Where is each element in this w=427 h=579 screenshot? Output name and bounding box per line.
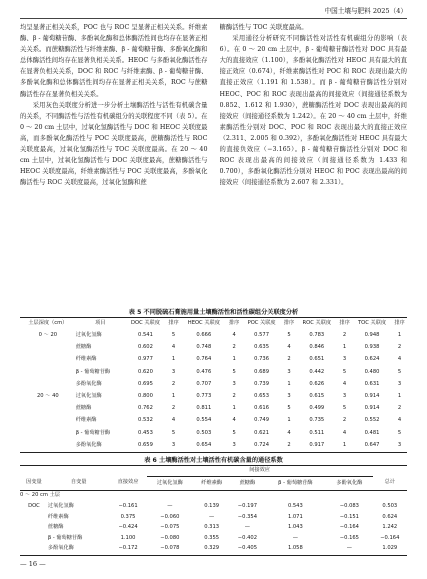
table-row [20,502,407,513]
table-cell: 0.635 [254,344,270,351]
table-cell: 0.480 [364,368,380,375]
table-cell: 0.653 [254,393,270,400]
table-cell: 3 [171,368,176,375]
table-cell: 5 [171,429,176,436]
table-cell: 1 [337,440,352,453]
table-cell: 0 ～ 20 [38,332,58,339]
table-cell: β - 葡萄糖苷酶 [75,429,111,436]
table-cell: 0.616 [254,405,270,412]
column-header: 排序 [282,318,297,331]
table-cell: 4 [232,332,236,339]
table-cell: −0.083 [339,502,359,509]
table-cell: 0.739 [254,380,270,387]
table-cell: 0.914 [364,405,380,412]
table-cell: 0.811 [196,405,212,412]
table-cell [20,403,76,415]
table-cell: 蔗糖酶 [47,524,64,531]
table-cell: 5 [342,368,347,375]
table-cell: −0.075 [160,524,180,531]
table-cell: 0.749 [254,417,270,424]
table-cell: 0.499 [309,405,325,412]
table-cell: — [167,502,173,509]
table-cell: 1.043 [287,524,303,531]
table-cell: 0.735 [309,417,325,424]
column-header: POC 关联度 [242,318,282,331]
table5-caption: 表 5 不同脱硫石膏施用量土壤酶活性和活性碳组分关联度分析 [128,309,299,316]
column-header: 直接效应 [109,477,146,491]
table-cell: 0.577 [254,332,270,339]
table-cell: 3 [287,393,291,400]
column-header: 过氧化氢酶 [147,477,193,491]
table-cell [20,415,76,427]
table-cell: 0.139 [204,502,220,509]
table-cell: 0.626 [309,380,325,387]
table-cell: 2 [397,344,402,351]
table-cell: — [292,534,298,541]
table-cell: 1 [342,344,347,351]
table-cell: 0.762 [138,405,153,412]
table-row [20,428,407,440]
table-cell: 3 [227,440,242,453]
column-header: 总计 [373,477,407,491]
table-cell: 多酚氧化酶 [76,440,125,453]
table-cell: 0.783 [309,332,325,339]
table-cell: −0.161 [118,502,138,509]
table-cell: — [244,524,250,531]
table-cell: 0.532 [138,417,153,424]
table-cell: 5 [171,332,176,339]
table-cell: 0.624 [382,513,398,520]
table-cell: 0.631 [364,380,380,387]
table-cell: 0.615 [309,393,325,400]
paragraph: 均呈显著正相关关系，POC 也与 ROC 呈显著正相关关系。纤维素酶、β - 葡萄糖苷酶、多酚氧化酶和总体酶活性间也均存在显著正相关关系。而蔗糖酶活性与纤维素酶、β - 葡萄糖苷酶、多酚氧化酶和总体酶活性间均存在显著负相关关系。HEOC 与多酚氧化酶活性存在显著负相关关系，DOC 和 ROC 与纤维素酶、β - 葡萄糖苷酶、多酚氧化酶和总体酶活性间均存在显著正相关关系，ROC 与蔗糖酶活性存在显著负相关关系。 [20,24,208,98]
column-header: 土层深度（cm） [20,318,76,331]
table-cell: 3 [287,368,291,375]
table-cell [20,342,76,354]
column-header: 因变量 [20,477,48,491]
table-row [20,523,407,534]
table-cell: 1 [171,393,176,400]
column-header: DOC 关联度 [125,318,166,331]
table-row [20,391,407,403]
indirect-effect-header: 间接效应 [147,466,373,477]
table-cell: 0.647 [352,440,392,453]
table-cell: 0.938 [364,344,380,351]
table-cell [20,379,76,391]
body-text [20,22,407,304]
table-cell: −0.405 [230,544,264,555]
table6 [20,465,407,556]
table-cell: 1 [232,356,236,363]
journal-issue: 中国土壤与肥料 2025（4） [324,7,407,15]
table-cell: β - 葡萄糖苷酶 [47,534,83,541]
table-cell: 5 [287,405,291,412]
table-cell: 0.543 [287,502,303,509]
table-cell: 0.511 [309,429,325,436]
table-cell: 0.748 [196,344,212,351]
table-cell: 0.621 [254,429,270,436]
column-header: 项目 [76,318,125,331]
table-cell: 0.917 [296,440,337,453]
table-cell: 过氧化氢酶 [47,502,74,509]
table-cell: 0.476 [196,368,212,375]
table-cell: 0.541 [138,332,153,339]
column-header: 排序 [166,318,181,331]
table-cell: 1.100 [120,534,136,541]
table-cell [20,533,48,544]
table-cell: 2 [232,393,236,400]
right-column [220,22,408,304]
table6-caption: 表 6 土壤酶活性对土壤活性有机碳含量的通径系数 [144,457,283,464]
table-cell: 3 [166,440,181,453]
table-cell: 0.620 [138,368,153,375]
table-cell: 0.736 [254,356,270,363]
table-cell: 0.948 [364,332,380,339]
table-cell: 4 [342,380,347,387]
table-cell: 多酚氧化酶 [75,380,102,387]
column-header: 排序 [392,318,407,331]
table-cell: 0.453 [138,429,153,436]
table-cell: 0.689 [254,368,270,375]
table-cell: 1.058 [265,544,327,555]
table-cell: 1 [397,332,402,339]
table-cell: 1.071 [287,513,303,520]
table-cell: 5 [232,368,236,375]
table-cell: 4 [287,429,291,436]
table-cell: −0.078 [147,544,193,555]
column-header: 排序 [227,318,242,331]
table-cell [20,428,76,440]
table-cell [20,354,76,366]
table-cell: 3 [397,380,402,387]
column-header: 排序 [337,318,352,331]
page-number: — 16 — [20,560,46,568]
table-cell: 0.977 [138,356,153,363]
table-row [20,440,407,453]
table-cell: 0.654 [181,440,227,453]
table-cell: 蔗糖酶 [75,405,92,412]
table-cell: 2 [232,344,236,351]
table-cell: 4 [171,417,176,424]
table-cell [20,512,48,523]
table-cell: 3 [232,380,236,387]
table-cell: 0.651 [309,356,325,363]
table-cell: −0.165 [339,534,359,541]
table-cell: 0.659 [125,440,166,453]
table-row [20,544,407,555]
table-cell: −0.164 [380,534,400,541]
table-cell: 5 [397,368,402,375]
table-cell: 0.313 [204,524,220,531]
running-header [20,6,407,19]
table-cell: 1 [287,417,291,424]
table-cell: 1.242 [382,524,398,531]
table-cell: 0.800 [138,393,153,400]
table-cell: 4 [342,429,347,436]
table-cell: 0.695 [138,380,153,387]
table-cell: 4 [287,344,291,351]
table-cell: −0.164 [339,524,359,531]
table-cell: 0.914 [364,393,380,400]
table-row [20,330,407,342]
table-cell: −0.354 [237,513,257,520]
table-cell: 1.029 [373,544,407,555]
table-cell: 1 [171,356,176,363]
table-cell: 过氧化氢酶 [75,332,102,339]
column-header: 纤维素酶 [193,477,230,491]
table-cell: −0.172 [109,544,146,555]
table-cell: 纤维素酶 [75,417,97,424]
paragraph: 糖酶活性与 TOC 关联度最高。 [219,24,308,31]
table-row [20,415,407,427]
table-row [20,354,407,366]
table-cell: 2 [171,380,176,387]
table-cell: 5 [342,405,347,412]
table-cell: 0.554 [196,417,212,424]
table-cell: 4 [397,356,402,363]
table-cell: −0.080 [160,534,180,541]
table-cell: −0.402 [237,534,257,541]
table-cell: — [209,513,215,520]
table-cell: 1 [397,393,402,400]
table-row [20,512,407,523]
paragraph: 采用通径分析研究不同酶活性对活性有机碳组分的影响（表 6）。在 0 ～ 20 cm 土层中，β - 葡萄糖苷酶活性对 DOC 具有最大的直接效应（1.100），多酚氧化酶活性对 HEOC 具有最大的直接正效应（0.674），纤维素酶活性对 POC 和 ROC 表现出最大的直接正效应（1.191 和 1.538）。而 β - 葡萄糖苷酶活性分别对 HEOC、POC 和 ROC 表现出最高的间接效应（间接通径系数为 0.852、1.612 和 1.930），蔗糖酶活性对 DOC 表现出最高的间接效应（间接通径系数为 1.242）。在 20 ～ 40 cm 土层中，纤维素酶活性分别对 DOC、POC 和 ROC 表现出最大的直接正效应（2.311、2.005 和 0.392），多酚氧化酶活性对 HEOC 具有最大的直接负效应（−3.165）。β - 葡萄糖苷酶活性分别对 DOC 和 ROC 表现出最高的间接效应（间接通径系数为 1.433 和 0.700），多酚氧化酶活性分别对 HEOC 和 POC 表现出最高的间接效应（间接通径系数为 2.607 和 2.331）。 [219,35,407,187]
column-header: TOC 关联度 [352,318,392,331]
table-cell: 5 [232,429,236,436]
table-cell: 0.375 [120,513,136,520]
table-cell: 1 [287,380,291,387]
table-cell: 2 [397,405,402,412]
table-cell: 2 [287,356,291,363]
column-header: β - 葡萄糖苷酶 [265,477,327,491]
table-cell: −0.197 [237,502,257,509]
table-cell: 1 [232,405,236,412]
table-cell: −0.424 [118,524,138,531]
table-cell: β - 葡萄糖苷酶 [75,368,111,375]
table-cell: 2 [171,405,176,412]
table-cell: 多酚氧化酶 [48,544,110,555]
table-cell [20,440,76,453]
table-cell: 0.329 [193,544,230,555]
table-cell: 纤维素酶 [47,513,69,520]
layer-row [20,491,407,502]
layer-label: 0 ～ 20 cm 土层 [20,492,60,499]
table-cell: 0.666 [196,332,212,339]
table-cell: 纤维素酶 [75,356,97,363]
table-cell: 0.707 [196,380,212,387]
table-cell: 4 [397,417,402,424]
table-cell: — [326,544,372,555]
table-cell: 3 [392,440,407,453]
table-row [20,533,407,544]
column-header: 蔗糖酶 [230,477,264,491]
table-cell: 4 [171,344,176,351]
table-row [20,403,407,415]
table-cell: 0.773 [196,393,212,400]
table-cell: −0.060 [160,513,180,520]
table-cell: 过氧化氢酶 [75,393,102,400]
table-cell: 4 [232,417,236,424]
table-cell: 20 ～ 40 [37,393,59,400]
table-cell: 0.764 [196,356,212,363]
table-cell: 0.503 [196,429,212,436]
table-cell: 3 [342,356,347,363]
table-cell: 0.481 [364,429,380,436]
table-cell [20,544,48,555]
table-cell: 5 [397,429,402,436]
paragraph: 采用灰色关联度分析进一步分析土壤酶活性与活性有机碳含量的关系，不同酶活性与活性有机碳组分的关联程度不同（表 5）。在 0 ～ 20 cm 土层中，过氧化氢酶活性与 DOC 和 HEOC 关联度最高，而多酚氧化酶活性与 POC 关联度最高，蔗糖酶活性与 ROC 关联度最高，过氧化氢酶活性与 TOC 关联度最高。在 20 ～ 40 cm 土层中，过氧化氢酶活性与 DOC 关联度最高，蔗糖酶活性与 HEOC 关联度最高，纤维素酶活性与 POC 关联度最高，多酚氧化酶活性与 ROC 关联度最高，过氧化氢酶和蔗 [20,101,208,187]
table-row [20,367,407,379]
table-row [20,342,407,354]
table-cell [20,523,48,534]
table-cell: 0.503 [382,502,398,509]
table5 [20,317,407,453]
table-cell: 3 [342,393,347,400]
table-cell: 0.602 [138,344,153,351]
table-cell: 0.724 [242,440,282,453]
table-cell: 蔗糖酶 [75,344,92,351]
table-cell: 0.846 [309,344,325,351]
table-cell: 0.442 [309,368,325,375]
table-cell: 2 [282,440,297,453]
table-cell: 0.552 [364,417,380,424]
column-header: ROC 关联度 [296,318,337,331]
table-row [20,379,407,391]
table-cell: 2 [342,417,347,424]
table-cell: 2 [342,332,347,339]
table-cell: 5 [287,332,291,339]
column-header: 多酚氧化酶 [326,477,372,491]
table-cell: 0.355 [204,534,220,541]
table-cell: 0.624 [364,356,380,363]
table-cell: DOC [28,502,40,509]
left-column [20,22,208,304]
table-cell [20,367,76,379]
column-header: 自变量 [48,477,110,491]
column-header: HEOC 关联度 [181,318,227,331]
table-cell: −0.151 [339,513,359,520]
